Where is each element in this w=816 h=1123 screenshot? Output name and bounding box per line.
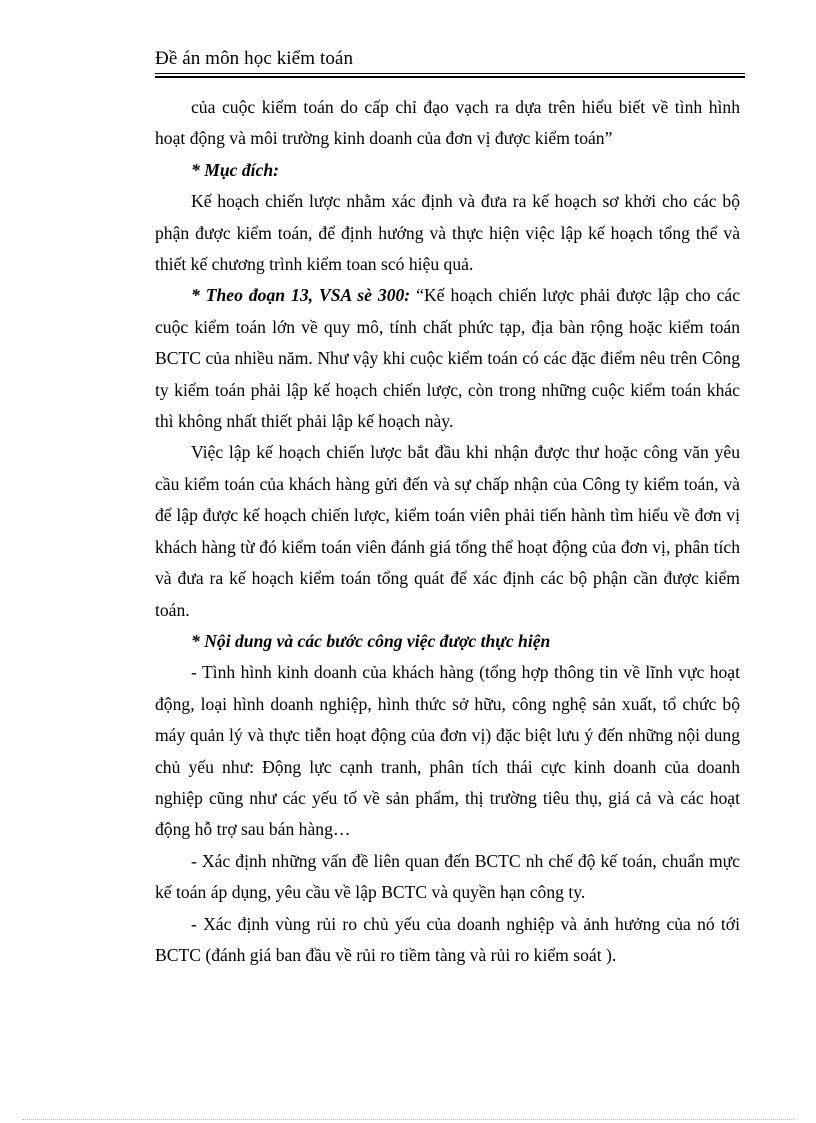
vsa-reference: * Theo đoạn 13, VSA sè 300: xyxy=(191,285,411,306)
paragraph-vsa-300 xyxy=(155,280,740,437)
paragraph-business-situation: - Tình hình kinh doanh của khách hàng (tổng hợp thông tin về lĩnh vực hoạt động, loại hình doanh nghiệp, hình thức sở hữu, công nghệ sản xuất, tổ chức bộ máy quản lý và thực tiễn hoạt động của đơn vị) đặc biệt lưu ý đến những nội dung chủ yếu như: Động lực cạnh tranh, phân tích thái cực kinh doanh của doanh nghiệp cũng như các yếu tố về sản phẩm, thị trường tiêu thụ, giá cả và các hoạt động hỗ trợ sau bán hàng… xyxy=(155,662,740,840)
vsa-quote: “Kế hoạch chiến lược phải được lập cho các cuộc kiểm toán lớn về quy mô, tính chất phức tạp, địa bàn rộng hoặc kiểm toán BCTC của nhiều năm. Như vậy khi cuộc kiểm toán có các đặc điểm nêu trên Công ty kiểm toán phải lập kế hoạch chiến lược, còn trong những cuộc kiểm toán khác thì không nhất thiết phải lập kế hoạch này. xyxy=(155,285,740,432)
heading-content-steps: * Nội dung và các bước công việc được thực hiện xyxy=(191,630,551,651)
page-header xyxy=(155,47,745,78)
header-rule xyxy=(155,73,745,78)
paragraph-risk-areas: - Xác định vùng rủi ro chủ yếu của doanh nghiệp và ảnh hưởng của nó tới BCTC (đánh giá ban đầu về rủi ro tiềm tàng và rủi ro kiểm soát ). xyxy=(155,913,740,965)
header-title: Đề án môn học kiểm toán xyxy=(155,48,354,69)
heading-purpose: * Mục đích: xyxy=(191,159,279,180)
document-body xyxy=(155,92,740,971)
paragraph-intro-continuation: của cuộc kiểm toán do cấp chỉ đạo vạch ra dựa trên hiểu biết về tình hình hoạt động và môi trường kinh doanh của đơn vị được kiểm toán” xyxy=(155,97,740,149)
paragraph-purpose: Kế hoạch chiến lược nhằm xác định và đưa ra kế hoạch sơ khởi cho các bộ phận được kiểm toán, để định hướng và thực hiện việc lập kế hoạch tổng thể và thiết kế chương trình kiểm toan scó hiệu quả. xyxy=(155,191,740,275)
paragraph-planning-start: Việc lập kế hoạch chiến lược bắt đầu khi nhận được thư hoặc công văn yêu cầu kiểm toán của khách hàng gửi đến và sự chấp nhận của Công ty kiểm toán, và để lập được kế hoạch chiến lược, kiểm toán viên phải tiến hành tìm hiểu về đơn vị khách hàng từ đó kiểm toán viên đánh giá tổng thể hoạt động của đơn vị, phân tích và đưa ra kế hoạch kiểm toán tổng quát để xác định các bộ phận cần được kiểm toán. xyxy=(155,442,740,620)
page-bottom-border xyxy=(22,1119,794,1120)
paragraph-financial-issues: - Xác định những vấn đề liên quan đến BCTC nh chế độ kế toán, chuẩn mực kế toán áp dụng, yêu cầu về lập BCTC và quyền hạn công ty. xyxy=(155,850,740,903)
